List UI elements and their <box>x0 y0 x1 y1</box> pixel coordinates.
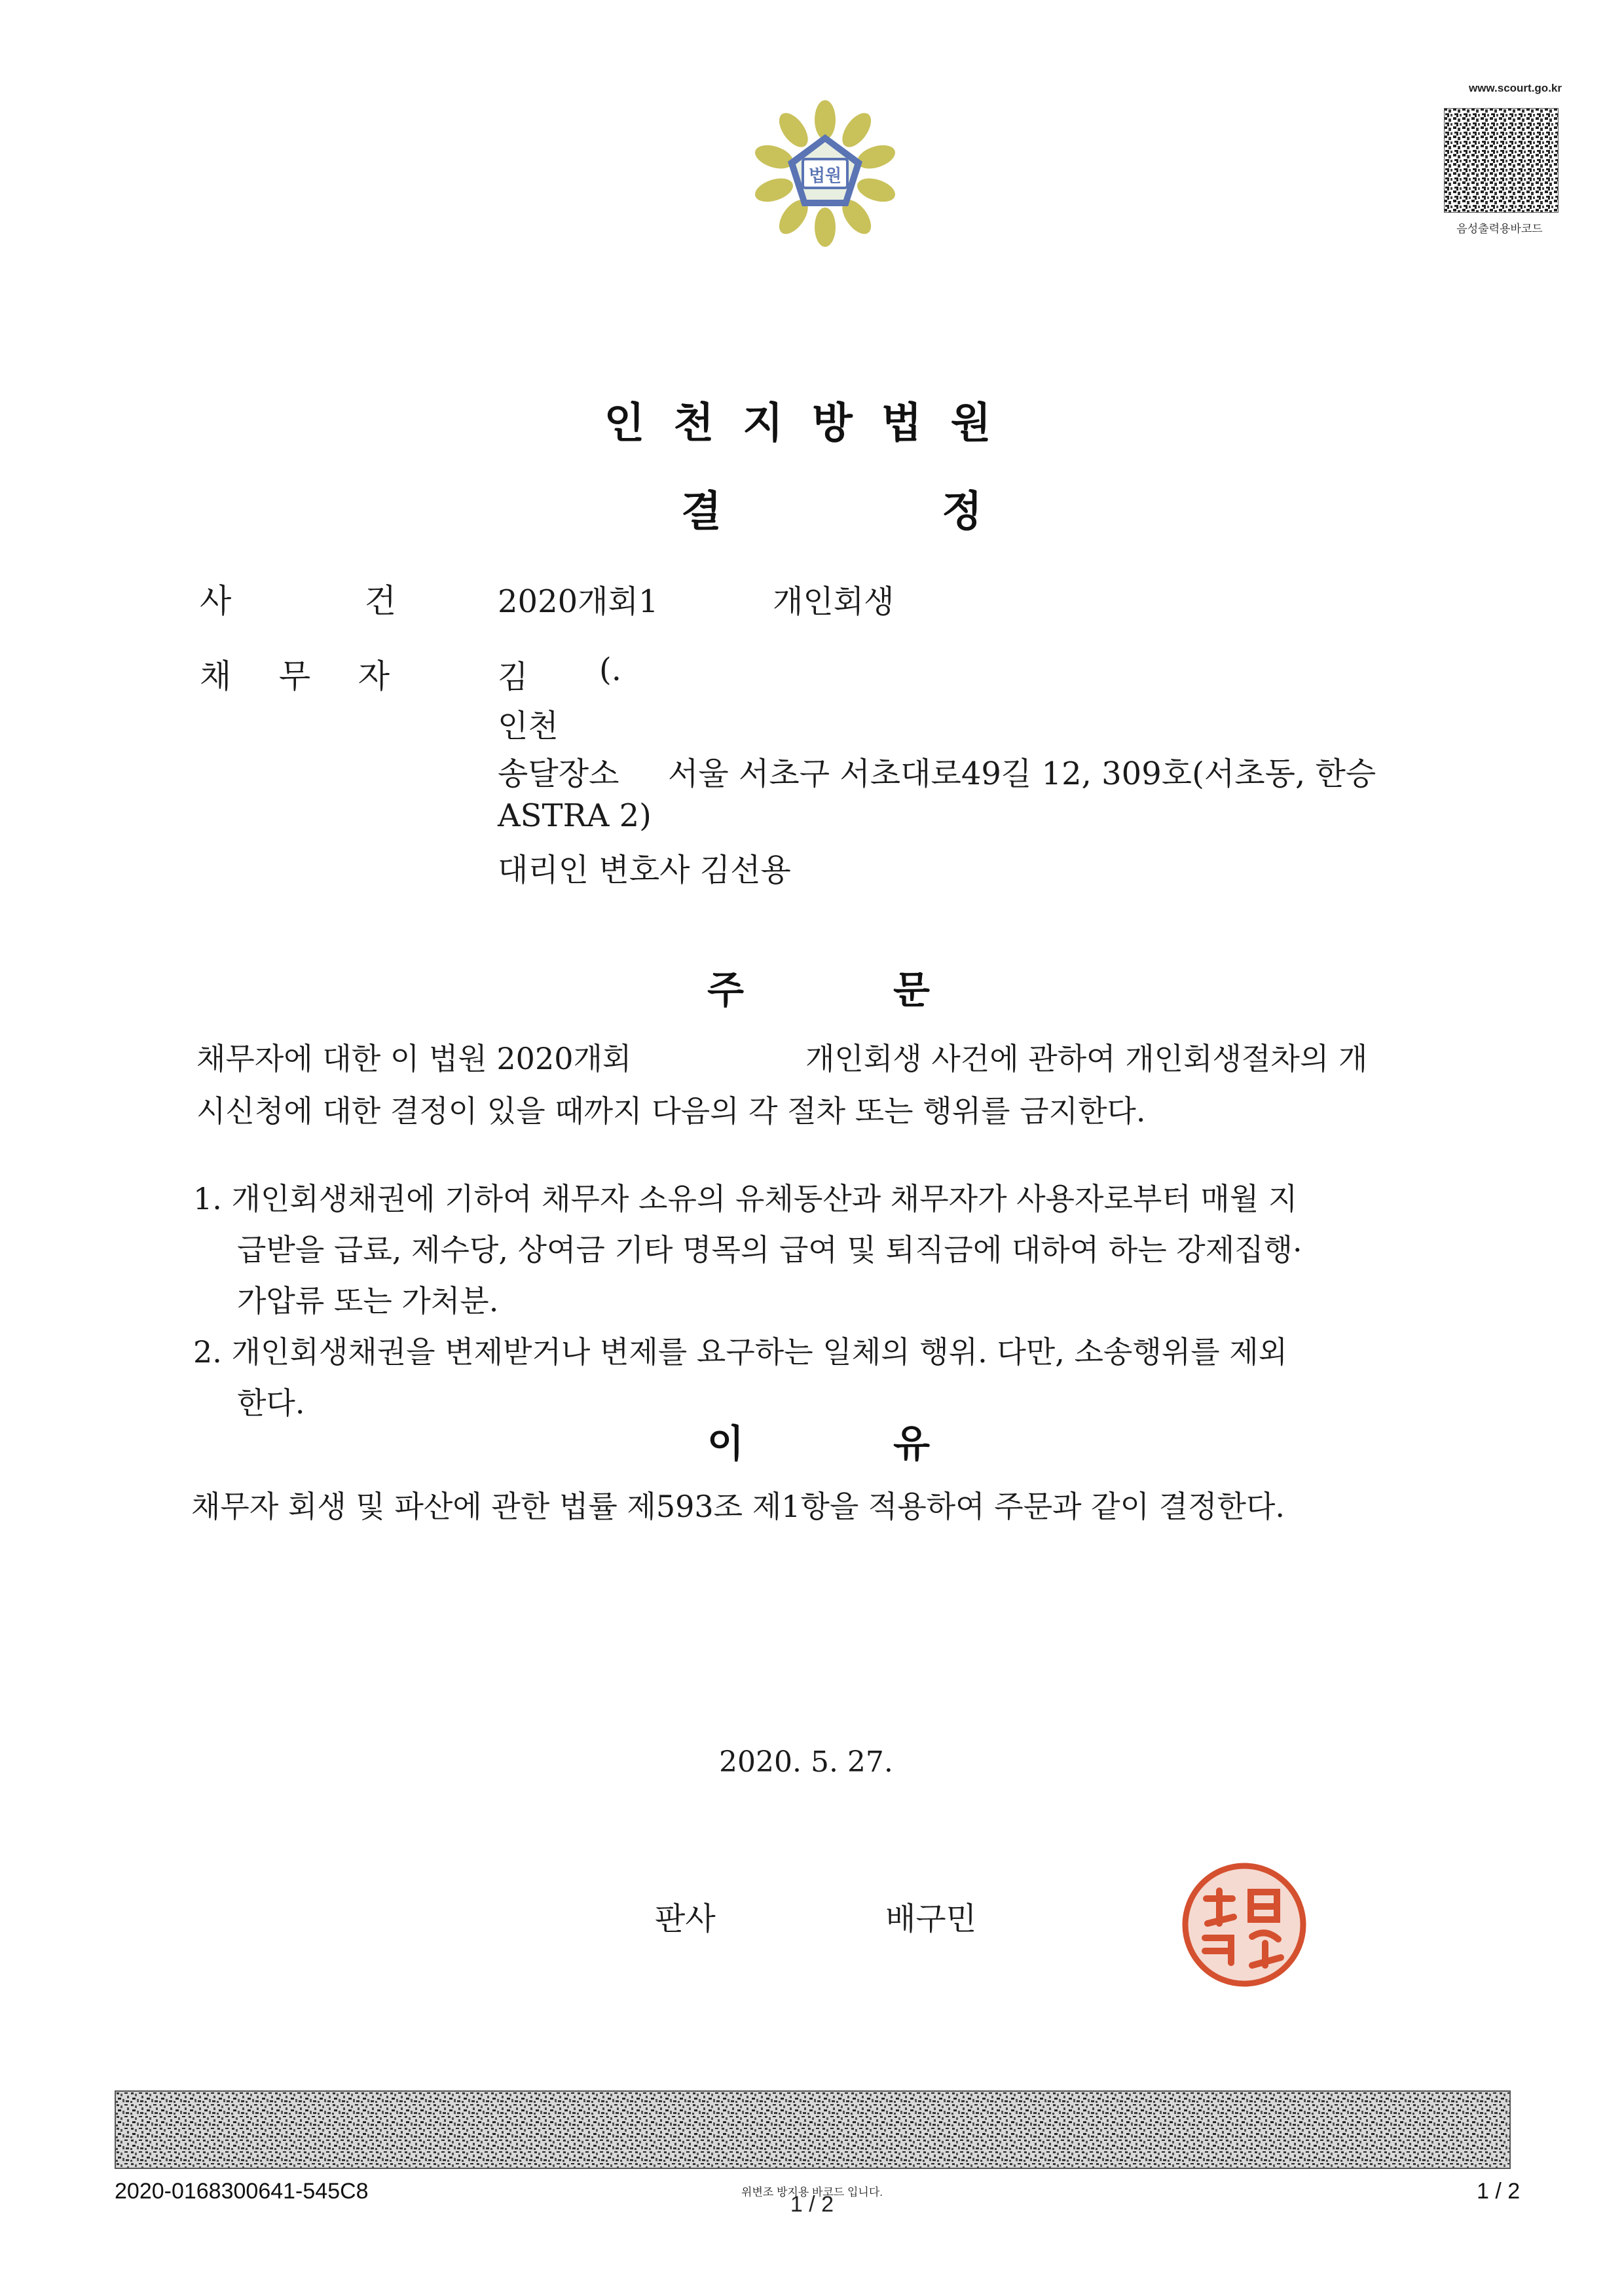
barcode-note: 위변조 방지용 바코드 입니다. <box>741 2186 883 2198</box>
court-name-title: 인천지방법원 <box>604 399 1020 448</box>
case-number: 2020개회1 <box>498 583 659 620</box>
order-heading: 주 문 <box>707 968 930 1012</box>
order-intro-1a: 채무자에 대한 이 법원 2020개회 <box>196 1041 632 1076</box>
debtor-name: 김 <box>498 659 528 695</box>
delivery-address-cont: ASTRA 2) <box>498 797 652 834</box>
anti-forgery-barcode <box>115 2090 1511 2169</box>
reason-heading: 이 유 <box>707 1421 930 1466</box>
case-type: 개인회생 <box>773 583 895 620</box>
doctype-char-1: 결 <box>681 488 722 536</box>
debtor-label: 채 무 자 <box>200 657 390 695</box>
doctype-char-2: 정 <box>942 488 982 536</box>
debtor-agent: 대리인 변호사 김선용 <box>498 852 791 888</box>
order-intro-1b: 개인회생 사건에 관하여 개인회생절차의 개 <box>805 1041 1368 1076</box>
order-item-1-line-3: 가압류 또는 가처분. <box>237 1283 499 1319</box>
judge-name: 배구민 <box>885 1901 977 1937</box>
debtor-address: 인천 <box>498 708 559 744</box>
delivery-label: 송달장소 <box>498 756 619 792</box>
page-number-right: 1 / 2 <box>1477 2179 1521 2204</box>
court-seal-text: 법원 <box>808 166 842 186</box>
page-number-center: 1 / 2 <box>790 2192 834 2217</box>
court-seal-logo <box>747 92 904 249</box>
order-item-2-line-1: 2. 개인회생채권을 변제받거나 변제를 요구하는 일체의 행위. 다만, 소송행위를 제외 <box>193 1334 1288 1370</box>
document-type-title <box>681 478 982 538</box>
judge-title: 판사 <box>655 1901 716 1937</box>
order-item-1-line-2: 급받을 급료, 제수당, 상여금 기타 명목의 급여 및 퇴직금에 대하여 하는 강제집행· <box>237 1232 1302 1267</box>
barcode-caption: 음성출력용바코드 <box>1456 223 1543 235</box>
barcode-url: www.scourt.go.kr <box>1468 82 1562 94</box>
document-code: 2020-0168300641-545C8 <box>115 2179 369 2204</box>
judge-red-stamp <box>1179 1859 1310 1990</box>
case-label: 사 건 <box>200 582 396 620</box>
voice-output-barcode <box>1444 108 1559 213</box>
decision-date: 2020. 5. 27. <box>719 1745 893 1779</box>
order-intro-2: 시신청에 대한 결정이 있을 때까지 다음의 각 절차 또는 행위를 금지한다. <box>196 1093 1146 1129</box>
delivery-address: 서울 서초구 서초대로49길 12, 309호(서초동, 한승 <box>668 756 1376 792</box>
debtor-paren: (. <box>599 651 621 688</box>
order-item-2-line-2: 한다. <box>237 1385 305 1421</box>
reason-text: 채무자 회생 및 파산에 관한 법률 제593조 제1항을 적용하여 주문과 같이 결정한다. <box>191 1489 1285 1524</box>
order-item-1-line-1: 1. 개인회생채권에 기하여 채무자 소유의 유체동산과 채무자가 사용자로부터 매월 지 <box>193 1181 1298 1216</box>
